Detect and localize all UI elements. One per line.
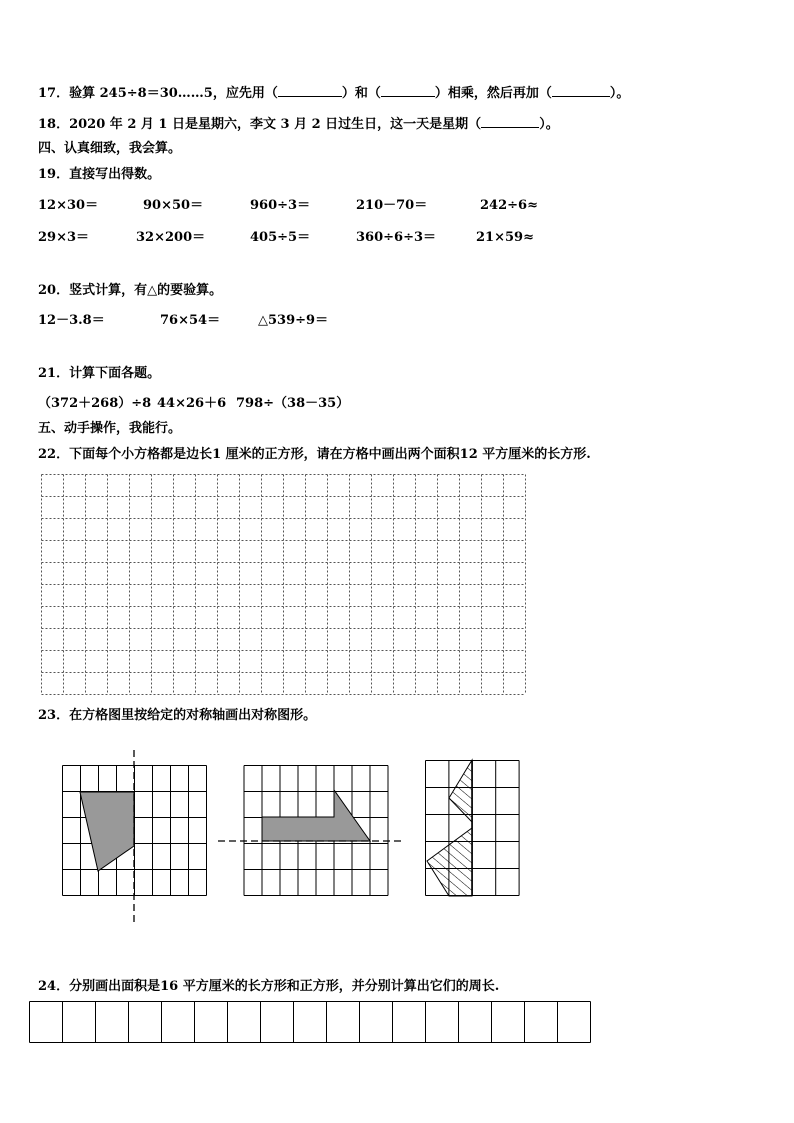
q20-item: 12－3.8＝ <box>38 313 105 328</box>
q23-shape-3-top <box>449 760 472 822</box>
q23-shape-1 <box>80 792 134 871</box>
q17-blank-3[interactable] <box>552 84 610 97</box>
question-23-title: 23．在方格图里按给定的对称轴画出对称图形。 <box>38 708 317 723</box>
q19-item: 360÷6÷3＝ <box>356 230 437 245</box>
question-20-title: 20．竖式计算，有△的要验算。 <box>38 283 223 298</box>
q23-figure-1[interactable] <box>62 765 206 925</box>
q19-item: 21×59≈ <box>476 230 534 245</box>
q17-text-4: ）。 <box>609 86 630 101</box>
q17-text-1: 17．验算 245÷8＝30……5，应先用（ <box>38 86 278 101</box>
q19-item: 32×200＝ <box>136 230 206 245</box>
q17-blank-2[interactable] <box>381 84 435 97</box>
question-18 <box>38 115 559 133</box>
q24-grid[interactable] <box>29 1001 592 1043</box>
q21-item: 798÷（38－35） <box>236 396 350 411</box>
q17-blank-1[interactable] <box>278 84 342 97</box>
q23-figure-2[interactable] <box>218 765 404 897</box>
q18-text-2: ）。 <box>539 117 559 132</box>
question-17 <box>38 84 629 102</box>
q20-item: 76×54＝ <box>160 313 221 328</box>
q21-item: （372＋268）÷8 <box>38 396 152 411</box>
q22-dotted-grid[interactable] <box>41 474 528 696</box>
q20-item: △539÷9＝ <box>258 313 329 328</box>
section-4-heading: 四、认真细致，我会算。 <box>38 141 182 156</box>
q19-item: 210－70＝ <box>356 198 428 213</box>
q21-item: 44×26＋6 <box>157 396 227 411</box>
q23-shape-3-bottom <box>427 828 472 896</box>
q19-item: 12×30＝ <box>38 198 99 213</box>
q19-item: 90×50＝ <box>143 198 204 213</box>
q19-item: 29×3＝ <box>38 230 90 245</box>
q19-item: 960÷3＝ <box>250 198 311 213</box>
q19-item: 405÷5＝ <box>250 230 311 245</box>
q17-text-2: ）和（ <box>341 86 381 101</box>
section-5-heading: 五、动手操作，我能行。 <box>38 421 182 436</box>
q18-text-1: 18．2020 年 2 月 1 日是星期六，李文 3 月 2 日过生日，这一天是星期（ <box>38 117 482 132</box>
q23-figure-3[interactable] <box>425 760 520 896</box>
question-24-title: 24．分别画出面积是16 平方厘米的长方形和正方形，并分别计算出它们的周长. <box>38 979 500 994</box>
question-22-title: 22．下面每个小方格都是边长1 厘米的正方形，请在方格中画出两个面积12 平方厘米的长方形. <box>38 447 591 462</box>
question-21-title: 21．计算下面各题。 <box>38 366 161 381</box>
q17-text-3: ）相乘，然后再加（ <box>434 86 552 101</box>
question-19-title: 19．直接写出得数。 <box>38 167 161 182</box>
q18-blank[interactable] <box>481 115 539 128</box>
q19-item: 242÷6≈ <box>480 198 538 213</box>
